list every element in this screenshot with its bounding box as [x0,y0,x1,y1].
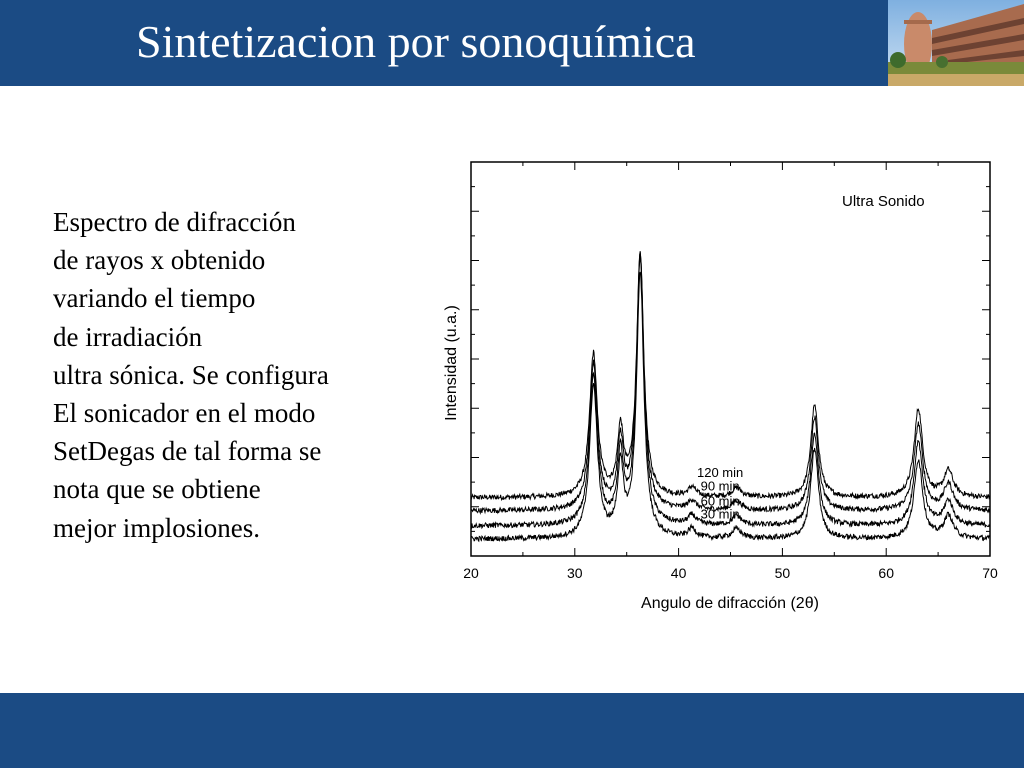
chart-title: Ultra Sonido [842,193,925,210]
series-label: 30 min [700,506,740,522]
xrd-chart [428,150,1018,625]
body-line: Espectro de difracción [53,207,296,237]
x-axis-label: Angulo de difracción (2θ) [641,595,819,612]
body-line: El sonicador en el modo [53,398,316,429]
body-line: de rayos x obtenido [53,245,266,276]
x-tick-label: 20 [463,565,479,581]
footer-band [0,693,1024,768]
slide-title: Sintetizacion por sonoquímica [136,16,696,67]
body-text [53,203,413,547]
chart-svg [428,150,1018,620]
body-line: nota que se obtiene [53,474,261,505]
x-tick-label: 60 [878,565,894,581]
x-tick-label: 40 [670,565,687,581]
series-label: 60 min [700,493,740,509]
series-label: 90 min [700,478,740,494]
title-band [0,0,1024,86]
body-line: SetDegas de tal forma se [53,436,322,467]
body-line: ultra sónica. Se configura [53,359,329,390]
building-photo [888,0,1024,86]
x-tick-labels [463,565,998,581]
body-line: mejor implosiones. [53,512,260,543]
series-label: 120 min [696,465,744,481]
building-photo-image [888,0,1024,86]
series-line [471,251,990,500]
body-line: de irradiación [53,321,203,352]
series-labels [697,465,743,521]
x-tick-label: 50 [774,565,791,581]
body-line: variando el tiempo [53,283,256,314]
x-tick-label: 70 [982,565,998,581]
y-axis-label: Intensidad (u.a.) [443,305,460,421]
x-tick-label: 30 [567,565,583,581]
